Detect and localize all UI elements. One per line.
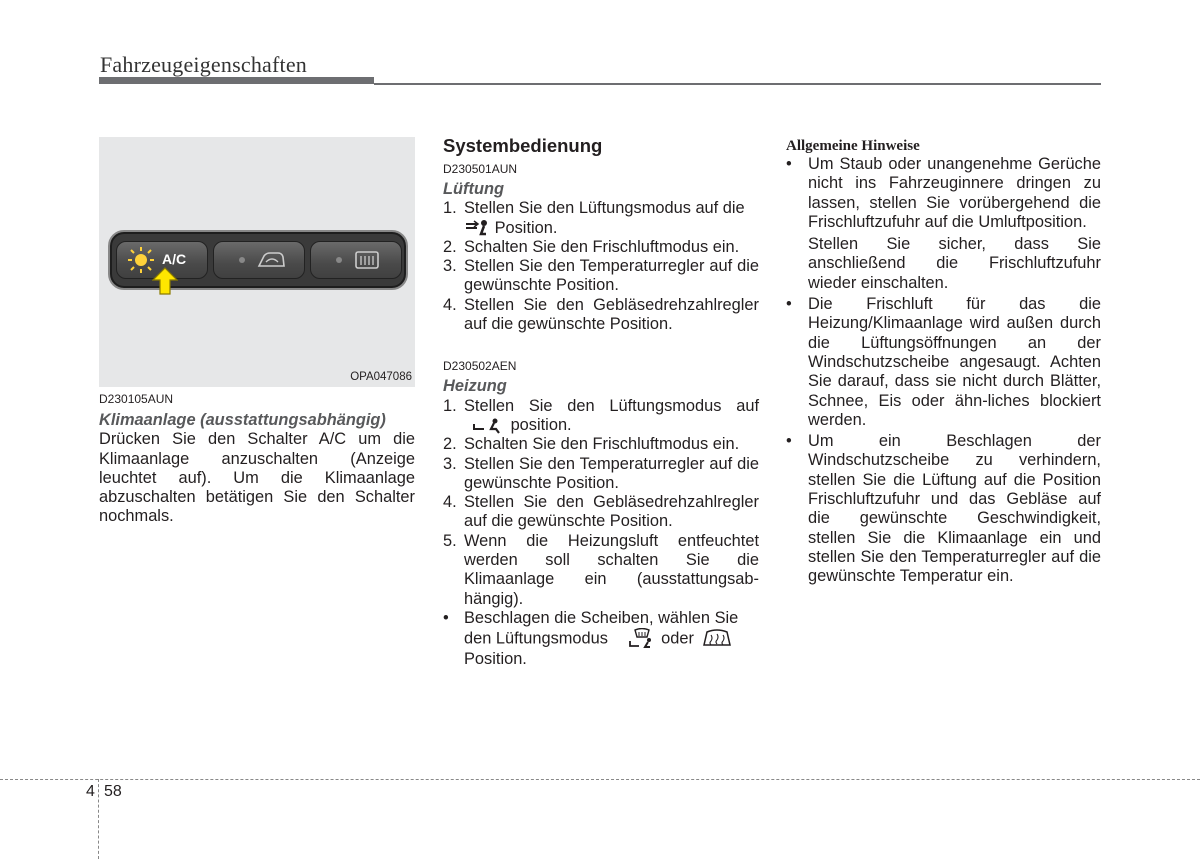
bullet-item (786, 155, 1101, 293)
section-code: D230502AEN (443, 359, 517, 374)
column-3 (786, 137, 1101, 587)
bullet-paragraph: Stellen Sie sicher, dass Sie anschließend die Frischluftzufuhr wieder einschalten. (808, 235, 1101, 292)
page-number: 58 (104, 783, 122, 800)
section-code: D230501AUN (443, 162, 518, 176)
bullet-item (443, 609, 759, 670)
step-text: Stellen Sie den Gebläsedrehzahlregler auf die gewünschte Position. (464, 493, 759, 531)
list-item (443, 199, 759, 238)
face-vent-icon (464, 219, 490, 237)
floor-defrost-vent-icon (627, 628, 657, 650)
list-item (443, 296, 759, 335)
subsection-title: Heizung (443, 377, 507, 396)
step-number: 3. (443, 257, 457, 276)
list-item (443, 493, 759, 532)
footer-rule (0, 779, 1200, 780)
bullet-text-line: Beschlagen die Scheiben, wählen Sie den Lüftungsmodus (464, 608, 739, 648)
arrow-up-icon (152, 267, 178, 295)
step-text (464, 397, 759, 436)
step-text: Stellen Sie den Gebläsedrehzahlregler auf die gewünschte Position. (464, 295, 759, 334)
step-text: Schalten Sie den Frischluftmodus ein. (464, 237, 740, 256)
rear-defrost-button (310, 241, 402, 279)
step-number: 4. (443, 493, 457, 512)
step-number: 2. (443, 237, 457, 256)
step-text: Stellen Sie den Temperaturregler auf die gewünschte Position. (464, 454, 759, 492)
figure-caption: OPA047086 (350, 371, 412, 383)
step-number: 1. (443, 199, 457, 218)
bullet-icon: • (786, 295, 792, 314)
list-item (443, 238, 759, 257)
header-bar (99, 77, 374, 84)
bullet-text-line: Position. (464, 650, 527, 669)
bullet-text (808, 155, 1101, 293)
floor-vent-icon (470, 418, 506, 434)
windshield-defrost-icon (702, 629, 732, 649)
subsection-title: Lüftung (443, 180, 504, 198)
bullet-text (464, 609, 759, 670)
bullet-item (786, 432, 1101, 586)
section-heading: Systembedienung (443, 135, 603, 156)
indicator-led (239, 257, 245, 263)
indicator-led (336, 257, 342, 263)
list-item (443, 455, 759, 494)
list-item (443, 532, 759, 609)
step-text: Schalten Sie den Frischluftmodus ein. (464, 435, 740, 454)
recirculation-button (213, 241, 305, 279)
section-title: Fahrzeugeigenschaften (100, 52, 307, 77)
step-text-line: Stellen Sie den Lüftungsmodus auf (464, 396, 759, 415)
ac-button-label: A/C (162, 251, 187, 267)
bullet-or-text: oder (661, 629, 694, 648)
step-number: 1. (443, 396, 457, 415)
recirculation-icon (256, 250, 286, 270)
header-rule (374, 83, 1101, 85)
section-heading: Allgemeine Hinweise (786, 138, 920, 154)
bullet-icon: • (443, 608, 449, 627)
section-code: D230105AUN (99, 392, 174, 406)
bullet-text: Um ein Beschlagen der Windschutzscheibe zu verhindern, stellen Sie die Lüftung auf die Position Frischluftzufuhr und das Gebläse auf die gewünschte Geschwindigkeit, stellen Sie die Klimaanlage ein und stellen Sie den Temperaturregler auf die gewünschte Temperatur ein. (808, 432, 1101, 586)
step-number: 5. (443, 531, 457, 550)
bullet-text: Die Frischluft für das die Heizung/Klimaanlage wird außen durch die Lüftungsöffnungen an der Windschutzscheibe angesaugt. Achten Sie darauf, dass sie nicht durch Blätter, Schnee, Eis oder ähn-liches blockiert werden. (808, 295, 1101, 429)
bullet-item (786, 295, 1101, 430)
column-2 (443, 135, 759, 670)
step-number: 3. (443, 454, 457, 473)
bullet-icon: • (786, 432, 792, 451)
list-item (443, 397, 759, 436)
step-text-line: position. (510, 415, 572, 434)
subsection-title: Klimaanlage (ausstattungsabhängig) (99, 411, 386, 429)
step-text-line: Position. (494, 218, 558, 237)
step-number: 4. (443, 295, 457, 314)
bullet-paragraph: Um Staub oder unangenehme Gerüche nicht ins Fahrzeuginnere dringen zu lassen, stellen Sie vorübergehend die Frischluftzufuhr auf die Umluftposition. (808, 155, 1101, 231)
column-1 (99, 392, 415, 527)
footer-divider (98, 779, 99, 859)
step-text (464, 199, 759, 238)
bullet-icon: • (786, 155, 792, 173)
climate-control-figure (99, 137, 415, 387)
list-item (443, 257, 759, 296)
step-number: 2. (443, 435, 457, 454)
step-text-line: Stellen Sie den Lüftungsmodus auf die (464, 199, 745, 218)
step-text: Wenn die Heizungsluft entfeuchtet werden soll schalten Sie die Klimaanlage ein (ausstattungsab-hängig). (464, 531, 759, 608)
list-item (443, 435, 759, 454)
step-text: Stellen Sie den Temperaturregler auf die gewünschte Position. (464, 257, 759, 295)
chapter-number: 4 (86, 783, 95, 800)
rear-defrost-icon (355, 251, 379, 269)
body-paragraph: Drücken Sie den Schalter A/C um die Klimaanlage anzuschalten (Anzeige leuchtet auf). Um die Klimaanlage abzuschalten betätigen Sie den Schalter nochmals. (99, 430, 415, 526)
